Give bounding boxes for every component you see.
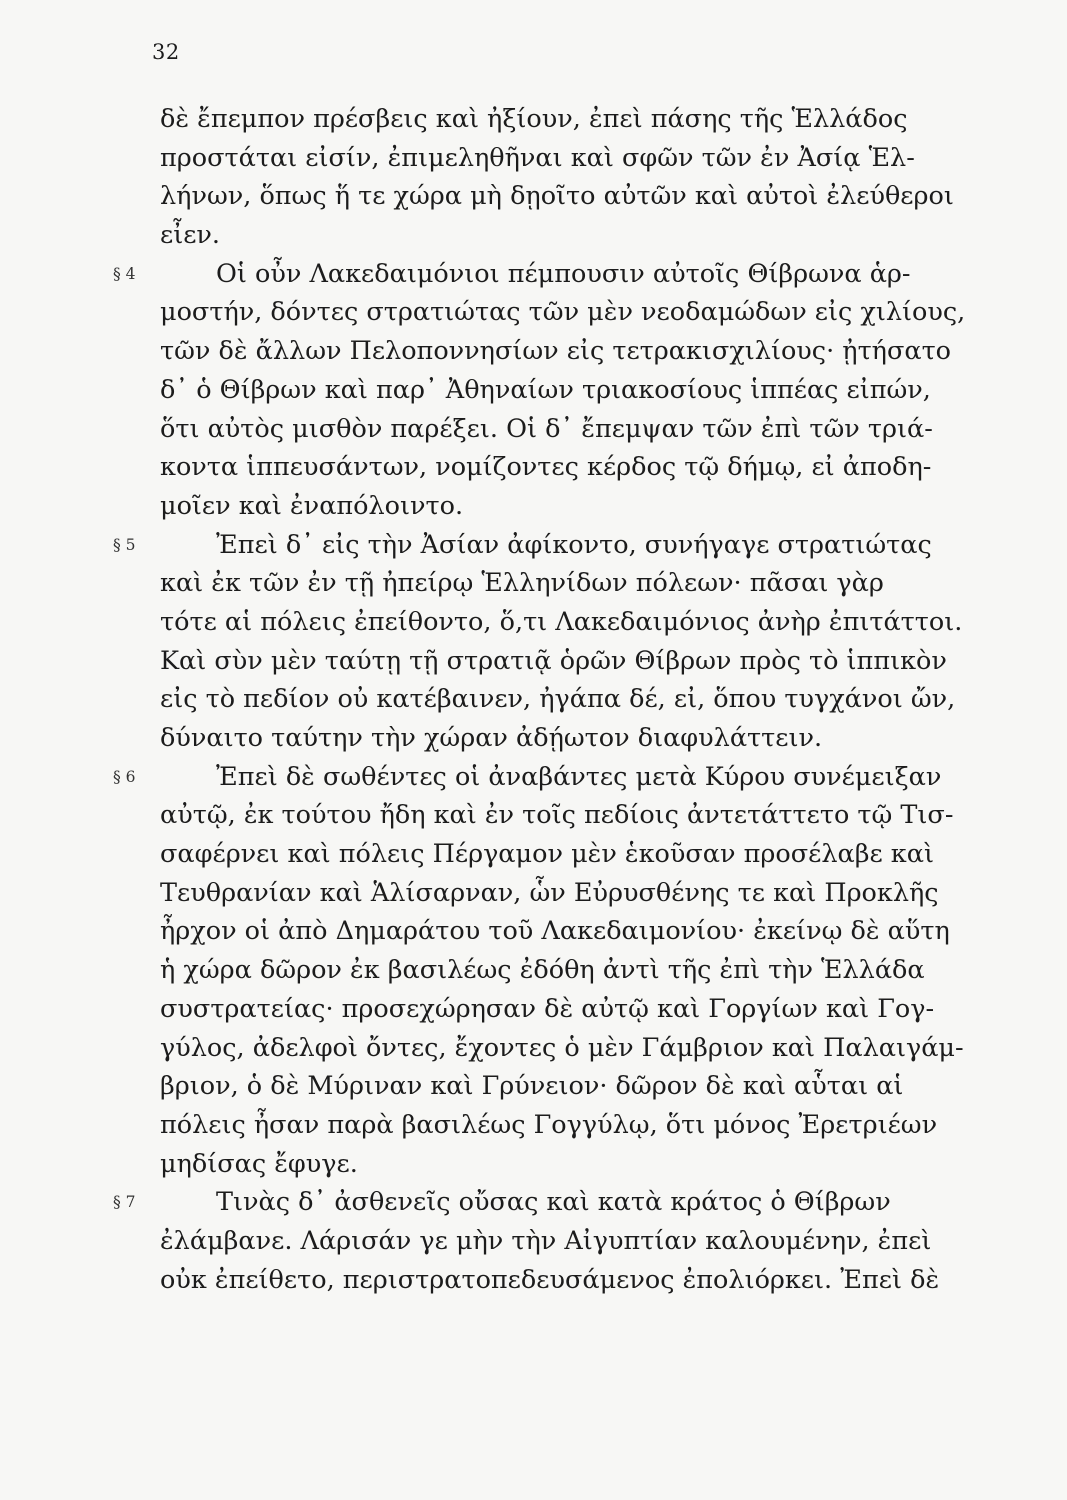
text-line: [160, 216, 1032, 255]
line-text: Ἐπεὶ δὲ σωθέντες οἱ ἀναβάντες μετὰ Κύρου συνέμειξαν: [216, 761, 942, 792]
text-line: [160, 1106, 1032, 1145]
text-line: [160, 332, 1032, 371]
line-text: προστάται εἰσίν, ἐπιμεληθῆναι καὶ σφῶν τῶν ἐν Ἀσίᾳ Ἑλ-: [160, 142, 915, 173]
line-text: γύλος, ἀδελφοὶ ὄντες, ἔχοντες ὁ μὲν Γάμβριον καὶ Παλαιγάμ-: [160, 1032, 964, 1063]
line-text: τότε αἱ πόλεις ἐπείθοντο, ὅ,τι Λακεδαιμόνιος ἀνὴρ ἐπιτάττοι.: [160, 606, 963, 637]
line-text: ἦρχον οἱ ἀπὸ Δημαράτου τοῦ Λακεδαιμονίου· ἐκείνῳ δὲ αὕτη: [160, 916, 950, 947]
line-text: δύναιτο ταύτην τὴν χώραν ἀδῄωτον διαφυλάττειν.: [160, 723, 823, 753]
line-text: Καὶ σὺν μὲν ταύτῃ τῇ στρατιᾷ ὁρῶν Θίβρων πρὸς τὸ ἱππικὸν: [160, 645, 947, 676]
line-text: μοστήν, δόντες στρατιώτας τῶν μὲν νεοδαμώδων εἰς χιλίους,: [160, 297, 966, 328]
line-text: δ᾽ ὁ Θίβρων καὶ παρ᾽ Ἀθηναίων τριακοσίους ἱππέας εἰπών,: [160, 374, 931, 405]
line-text: εἶεν.: [160, 220, 221, 251]
line-text: Ἐπεὶ δ᾽ εἰς τὴν Ἀσίαν ἀφίκοντο, συνήγαγε στρατιώτας: [216, 529, 932, 560]
line-text: ἐλάμβανε. Λάρισάν γε μὴν τὴν Αἰγυπτίαν καλουμένην, ἐπεὶ: [160, 1225, 932, 1256]
section-marker: § 7: [113, 1193, 136, 1212]
text-line: [160, 177, 1032, 216]
text-line: [113, 255, 1032, 294]
line-text: μηδίσας ἔφυγε.: [160, 1148, 358, 1179]
text-line: [160, 951, 1032, 990]
line-text: τῶν δὲ ἄλλων Πελοποννησίων εἰς τετρακισχιλίους· ᾐτήσατο: [160, 336, 952, 367]
text-line: [160, 680, 1032, 719]
text-line: [160, 1067, 1032, 1106]
line-text: Οἱ οὖν Λακεδαιμόνιοι πέμπουσιν αὐτοῖς Θίβρωνα ἁρ-: [216, 258, 911, 289]
text-line: [160, 293, 1032, 332]
section-marker: § 5: [113, 535, 136, 554]
line-text: πόλεις ἦσαν παρὰ βασιλέως Γογγύλῳ, ὅτι μόνος Ἐρετριέων: [160, 1109, 938, 1140]
line-text: ἡ χώρα δῶρον ἐκ βασιλέως ἐδόθη ἀντὶ τῆς ἐπὶ τὴν Ἑλλάδα: [160, 955, 925, 986]
line-text: Τευθρανίαν καὶ Ἁλίσαρναν, ὧν Εὐρυσθένης τε καὶ Προκλῆς: [160, 877, 939, 908]
line-text: συστρατείας· προσεχώρησαν δὲ αὐτῷ καὶ Γοργίων καὶ Γογ-: [160, 993, 935, 1024]
text-line: [160, 719, 1032, 758]
text-line: [160, 642, 1032, 681]
text-line: [113, 526, 1032, 565]
section-marker: § 6: [113, 767, 136, 786]
text-line: [160, 1029, 1032, 1068]
text-line: [160, 603, 1032, 642]
line-text: οὐκ ἐπείθετο, περιστρατοπεδευσάμενος ἐπολιόρκει. Ἐπεὶ δὲ: [160, 1264, 940, 1295]
line-text: λήνων, ὅπως ἥ τε χώρα μὴ δῃοῖτο αὐτῶν καὶ αὐτοὶ ἐλεύθεροι: [160, 181, 954, 212]
line-text: σαφέρνει καὶ πόλεις Πέργαμον μὲν ἑκοῦσαν προσέλαβε καὶ: [160, 839, 934, 870]
text-block: [113, 100, 1032, 1299]
line-text: ὅτι αὐτὸς μισθὸν παρέξει. Οἱ δ᾽ ἔπεμψαν τῶν ἐπὶ τῶν τριά-: [160, 413, 933, 444]
text-line: [113, 758, 1032, 797]
text-line: [160, 1222, 1032, 1261]
text-line: [160, 1145, 1032, 1184]
text-line: [160, 874, 1032, 913]
text-line: [160, 564, 1032, 603]
line-text: αὐτῷ, ἐκ τούτου ἤδη καὶ ἐν τοῖς πεδίοις ἀντετάττετο τῷ Τισ-: [160, 800, 954, 831]
text-line: [160, 487, 1032, 526]
line-text: εἰς τὸ πεδίον οὐ κατέβαινεν, ἠγάπα δέ, εἰ, ὅπου τυγχάνοι ὤν,: [160, 684, 956, 715]
text-line: [160, 796, 1032, 835]
line-text: δὲ ἔπεμπον πρέσβεις καὶ ἠξίουν, ἐπεὶ πάσης τῆς Ἑλλάδος: [160, 104, 908, 134]
text-line: [160, 1261, 1032, 1300]
text-line: [160, 448, 1032, 487]
line-text: κοντα ἱππευσάντων, νομίζοντες κέρδος τῷ δήμῳ, εἰ ἀποδη-: [160, 452, 932, 483]
text-line: [160, 139, 1032, 178]
line-text: μοῖεν καὶ ἐναπόλοιντο.: [160, 490, 464, 521]
page-number: 32: [152, 40, 180, 64]
text-line: [113, 1183, 1032, 1222]
line-text: βριον, ὁ δὲ Μύριναν καὶ Γρύνειον· δῶρον δὲ καὶ αὗται αἱ: [160, 1071, 904, 1102]
text-line: [160, 100, 1032, 139]
text-line: [160, 912, 1032, 951]
section-marker: § 4: [113, 264, 136, 283]
text-line: [160, 371, 1032, 410]
text-line: [160, 410, 1032, 449]
text-line: [160, 835, 1032, 874]
line-text: καὶ ἐκ τῶν ἐν τῇ ἠπείρῳ Ἑλληνίδων πόλεων· πᾶσαι γὰρ: [160, 568, 884, 599]
text-line: [160, 990, 1032, 1029]
line-text: Τινὰς δ᾽ ἀσθενεῖς οὔσας καὶ κατὰ κράτος ὁ Θίβρων: [216, 1187, 891, 1218]
